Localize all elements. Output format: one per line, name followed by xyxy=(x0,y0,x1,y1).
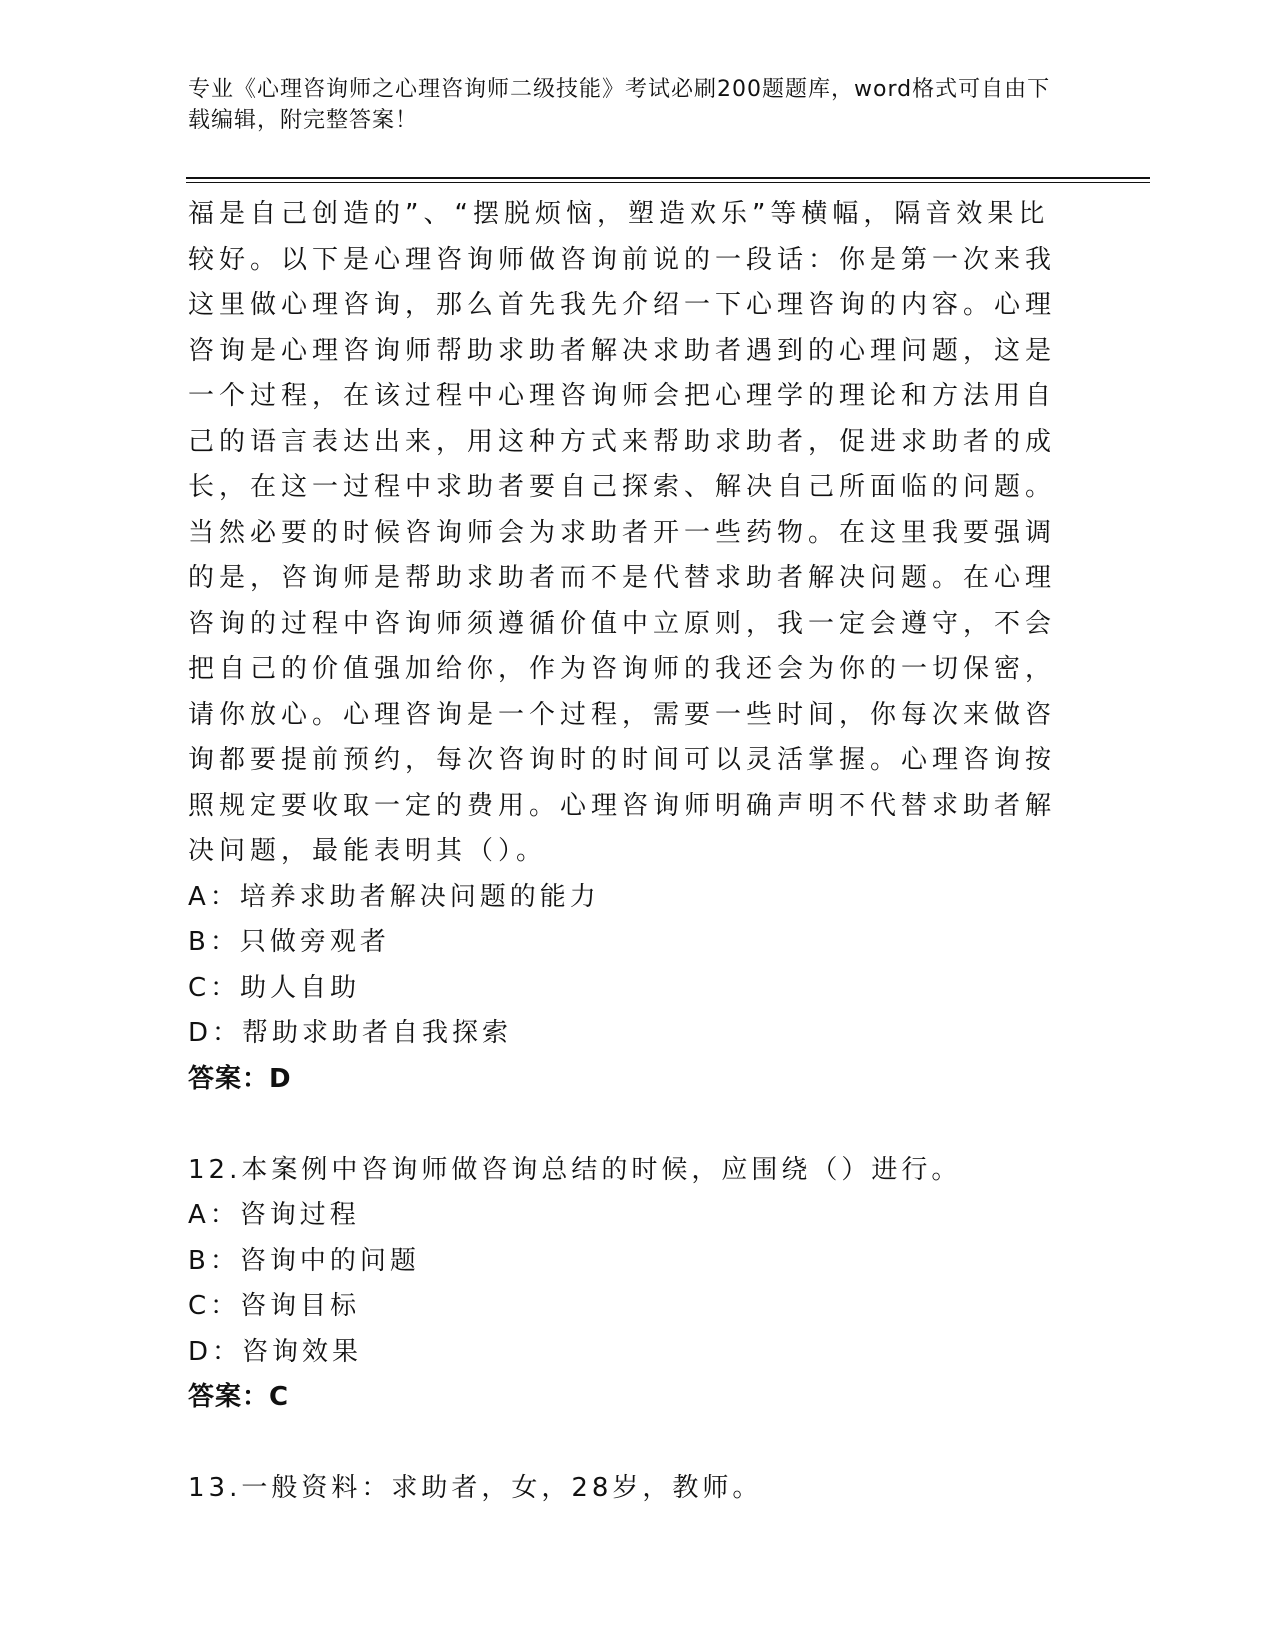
header-divider-thick xyxy=(186,177,1150,179)
question-12-option-d: D：咨询效果 xyxy=(188,1336,363,1367)
blank-line xyxy=(188,1421,1068,1467)
document-body xyxy=(188,192,1068,1512)
question-12-option-a: A：咨询过程 xyxy=(188,1200,360,1230)
question-11-option-b: B：只做旁观者 xyxy=(188,927,390,957)
question-12-option-c: C：咨询目标 xyxy=(188,1291,361,1321)
question-12-option-b: B：咨询中的问题 xyxy=(188,1245,420,1276)
question-11-option-d: D：帮助求助者自我探索 xyxy=(188,1018,513,1048)
question-13-stem: 13.一般资料：求助者，女，28岁，教师。 xyxy=(188,1473,763,1503)
question-12-answer: 答案：C xyxy=(188,1382,290,1412)
question-11-answer: 答案：D xyxy=(188,1063,292,1094)
question-11-stem: 福是自己创造的”、“摆脱烦恼，塑造欢乐”等横幅，隔音效果比较好。以下是心理咨询师做咨询前说的一段话：你是第一次来我这里做心理咨询，那么首先我先介绍一下心理咨询的内容。心理咨询是心理咨询师帮助求助者解决求助者遇到的心理问题，这是一个过程，在该过程中心理咨询师会把心理学的理论和方法用自己的语言表达出来，用这种方式来帮助求助者，促进求助者的成长，在这一过程中求助者要自己探索、解决自己所面临的问题。当然必要的时候咨询师会为求助者开一些药物。在这里我要强调的是，咨询师是帮助求助者而不是代替求助者解决问题。在心理咨询的过程中咨询师须遵循价值中立原则，我一定会遵守，不会把自己的价值强加给你，作为咨询师的我还会为你的一切保密，请你放心。心理咨询是一个过程，需要一些时间，你每次来做咨询都要提前预约，每次咨询时的时间可以灵活掌握。心理咨询按照规定要收取一定的费用。心理咨询师明确声明不代替求助者解决问题，最能表明其（）。 xyxy=(188,199,1057,866)
header-divider-thin xyxy=(186,182,1150,183)
document-header: 专业《心理咨询师之心理咨询师二级技能》考试必刷200题题库，word格式可自由下载编辑，附完整答案！ xyxy=(188,77,1051,133)
question-11-option-a: A：培养求助者解决问题的能力 xyxy=(188,881,600,912)
question-11-option-c: C：助人自助 xyxy=(188,972,361,1003)
blank-line xyxy=(188,1102,1068,1148)
question-12-stem: 12.本案例中咨询师做咨询总结的时候，应围绕（）进行。 xyxy=(188,1154,962,1185)
